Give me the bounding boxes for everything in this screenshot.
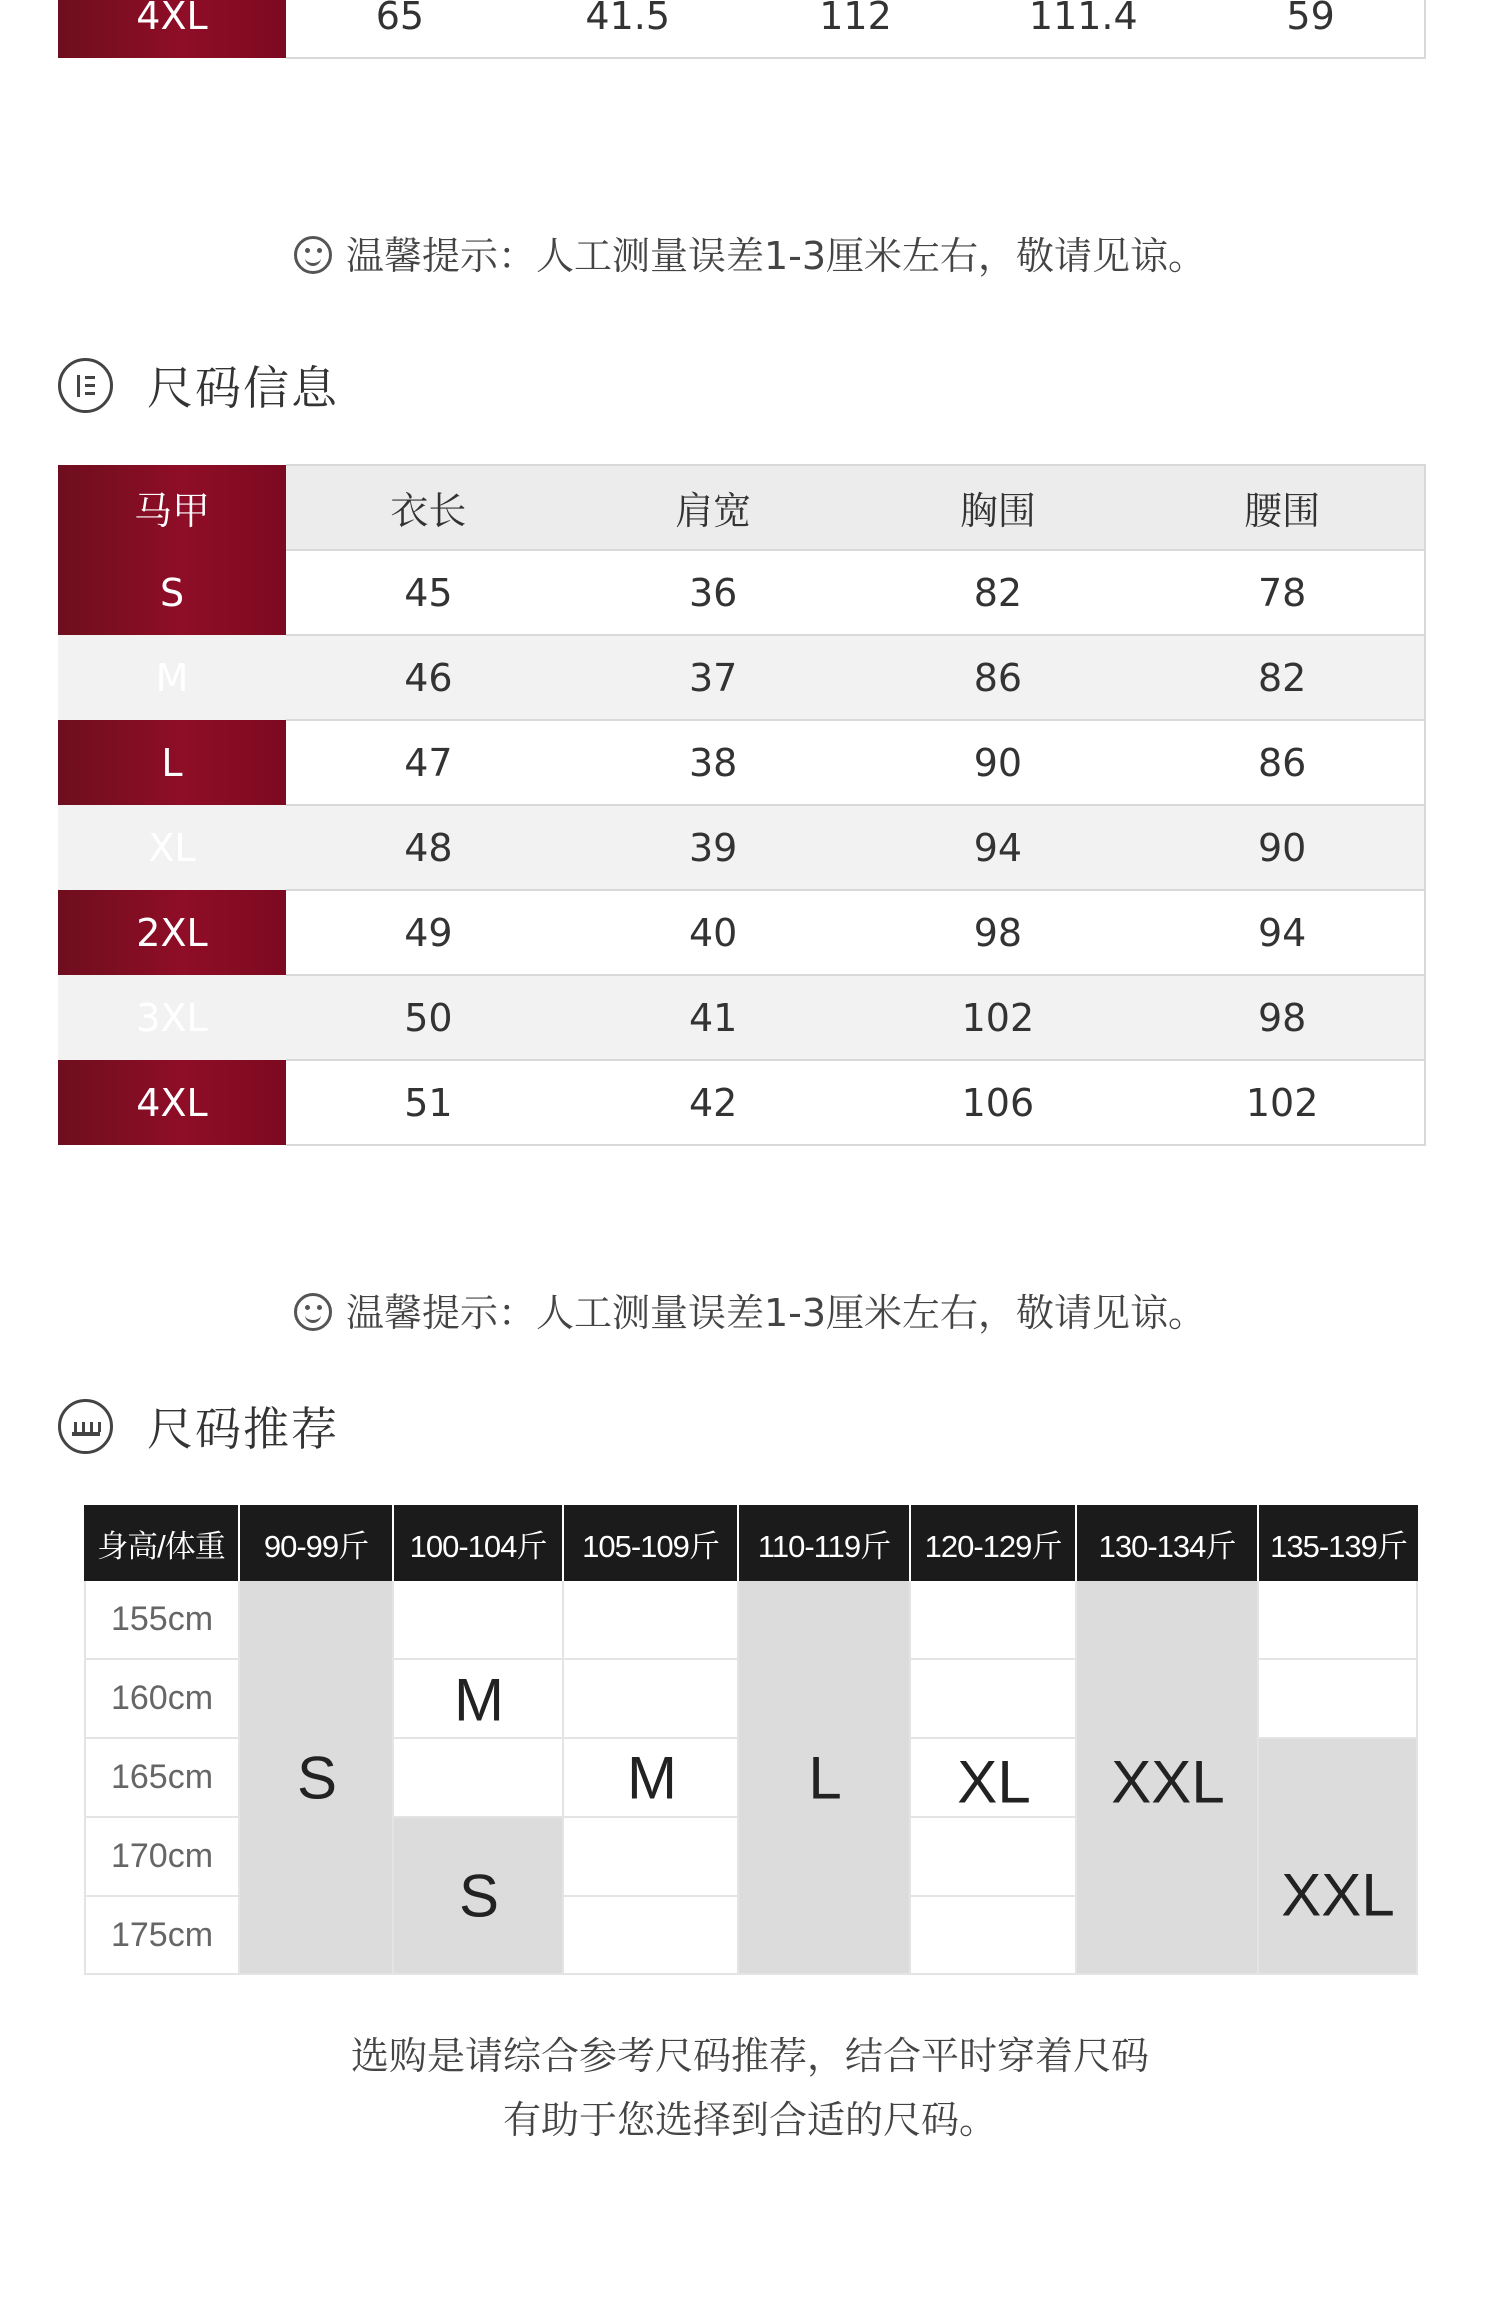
measurement-tip bbox=[0, 1282, 1500, 1337]
section-title: 尺码信息 bbox=[147, 361, 339, 415]
table-cell: 86 bbox=[1140, 720, 1425, 805]
size-label: XXL bbox=[1281, 1861, 1395, 1929]
size-cell bbox=[911, 1897, 1077, 1975]
table-cell: 94 bbox=[856, 805, 1141, 890]
size-cell bbox=[564, 1818, 739, 1897]
table-cell: 46 bbox=[286, 635, 571, 720]
weight-header: 110-119斤 bbox=[739, 1505, 911, 1581]
weight-header: 90-99斤 bbox=[240, 1505, 394, 1581]
height-label: 155cm bbox=[84, 1581, 240, 1660]
weight-header: 120-129斤 bbox=[911, 1505, 1077, 1581]
weight-header: 100-104斤 bbox=[394, 1505, 564, 1581]
tip-text: 温馨提示：人工测量误差1-3厘米左右，敬请见谅。 bbox=[345, 234, 1207, 278]
weight-header: 135-139斤 bbox=[1259, 1505, 1418, 1581]
table-cell: 47 bbox=[286, 720, 571, 805]
table-cell: 86 bbox=[856, 635, 1141, 720]
size-label: XXL bbox=[1111, 1748, 1225, 1816]
size-recommend-heading bbox=[58, 1396, 339, 1456]
table-cell: 111.4 bbox=[969, 0, 1197, 58]
table-cell: 37 bbox=[571, 635, 856, 720]
column-header: 胸围 bbox=[856, 465, 1141, 550]
section-title: 尺码推荐 bbox=[147, 1402, 339, 1456]
table-cell: 106 bbox=[856, 1060, 1141, 1145]
height-label: 165cm bbox=[84, 1739, 240, 1818]
size-cell bbox=[1259, 1660, 1418, 1739]
row-label: 2XL bbox=[58, 890, 286, 975]
size-cell bbox=[1259, 1739, 1418, 1975]
header-label: 马甲 bbox=[58, 465, 286, 550]
size-info-table bbox=[58, 464, 1426, 1146]
table-cell: 45 bbox=[286, 550, 571, 635]
size-cell bbox=[394, 1739, 564, 1818]
table-cell: 40 bbox=[571, 890, 856, 975]
smile-icon bbox=[294, 1293, 332, 1331]
table-row bbox=[58, 635, 1425, 720]
table-row bbox=[58, 805, 1425, 890]
table-cell: 102 bbox=[856, 975, 1141, 1060]
table-cell: 82 bbox=[856, 550, 1141, 635]
size-cell bbox=[394, 1581, 564, 1660]
row-label: 4XL bbox=[58, 0, 286, 58]
row-label: 3XL bbox=[58, 975, 286, 1060]
table-cell: 102 bbox=[1140, 1060, 1425, 1145]
footer-advice bbox=[0, 2024, 1500, 2152]
size-cell bbox=[564, 1660, 739, 1739]
smile-icon bbox=[294, 236, 332, 274]
table-cell: 41 bbox=[571, 975, 856, 1060]
height-label: 170cm bbox=[84, 1818, 240, 1897]
table-row bbox=[58, 550, 1425, 635]
table-cell: 51 bbox=[286, 1060, 571, 1145]
size-label: XL bbox=[957, 1748, 1031, 1816]
table-cell: 98 bbox=[1140, 975, 1425, 1060]
table-cell: 90 bbox=[1140, 805, 1425, 890]
table-row bbox=[58, 890, 1425, 975]
size-cell bbox=[911, 1660, 1077, 1739]
column-header: 衣长 bbox=[286, 465, 571, 550]
row-label: S bbox=[58, 550, 286, 635]
table-cell: 48 bbox=[286, 805, 571, 890]
corner-header: 身高/体重 bbox=[84, 1505, 240, 1581]
top-size-table bbox=[58, 0, 1426, 59]
table-cell: 39 bbox=[571, 805, 856, 890]
weight-header: 130-134斤 bbox=[1077, 1505, 1259, 1581]
size-label: S bbox=[296, 1744, 338, 1812]
height-label: 175cm bbox=[84, 1897, 240, 1975]
size-label: M bbox=[454, 1666, 504, 1734]
tip-text: 温馨提示：人工测量误差1-3厘米左右，敬请见谅。 bbox=[345, 1291, 1207, 1335]
size-label: M bbox=[627, 1744, 677, 1812]
size-info-heading bbox=[58, 355, 339, 415]
table-cell: 49 bbox=[286, 890, 571, 975]
row-label: XL bbox=[58, 805, 286, 890]
measurement-tip bbox=[0, 225, 1500, 280]
table-row bbox=[58, 1060, 1425, 1145]
table-cell: 38 bbox=[571, 720, 856, 805]
column-header: 肩宽 bbox=[571, 465, 856, 550]
table-cell: 78 bbox=[1140, 550, 1425, 635]
table-row bbox=[58, 975, 1425, 1060]
size-cell bbox=[1259, 1581, 1418, 1660]
table-row bbox=[58, 0, 1425, 58]
size-cell bbox=[564, 1581, 739, 1660]
table-cell: 82 bbox=[1140, 635, 1425, 720]
table-cell: 50 bbox=[286, 975, 571, 1060]
table-cell: 41.5 bbox=[514, 0, 742, 58]
weight-header: 105-109斤 bbox=[564, 1505, 739, 1581]
table-cell: 98 bbox=[856, 890, 1141, 975]
size-label: L bbox=[808, 1744, 842, 1812]
size-cell bbox=[564, 1897, 739, 1975]
size-cell bbox=[911, 1581, 1077, 1660]
column-header: 腰围 bbox=[1140, 465, 1425, 550]
row-label: L bbox=[58, 720, 286, 805]
height-label: 160cm bbox=[84, 1660, 240, 1739]
table-cell: 65 bbox=[286, 0, 514, 58]
ruler-circle-icon bbox=[58, 1399, 113, 1454]
table-cell: 42 bbox=[571, 1060, 856, 1145]
footer-line: 选购是请综合参考尺码推荐，结合平时穿着尺码 bbox=[350, 2034, 1149, 2078]
size-cell bbox=[911, 1818, 1077, 1897]
table-cell: 90 bbox=[856, 720, 1141, 805]
size-label: S bbox=[458, 1862, 500, 1930]
size-recommend-grid bbox=[84, 1505, 1418, 1975]
table-row bbox=[58, 720, 1425, 805]
table-cell: 36 bbox=[571, 550, 856, 635]
row-label: M bbox=[58, 635, 286, 720]
row-label: 4XL bbox=[58, 1060, 286, 1145]
table-cell: 94 bbox=[1140, 890, 1425, 975]
table-cell: 59 bbox=[1197, 0, 1425, 58]
table-cell: 112 bbox=[742, 0, 970, 58]
table-header-row bbox=[58, 465, 1425, 550]
list-circle-icon bbox=[58, 358, 113, 413]
footer-line: 有助于您选择到合适的尺码。 bbox=[502, 2098, 997, 2142]
